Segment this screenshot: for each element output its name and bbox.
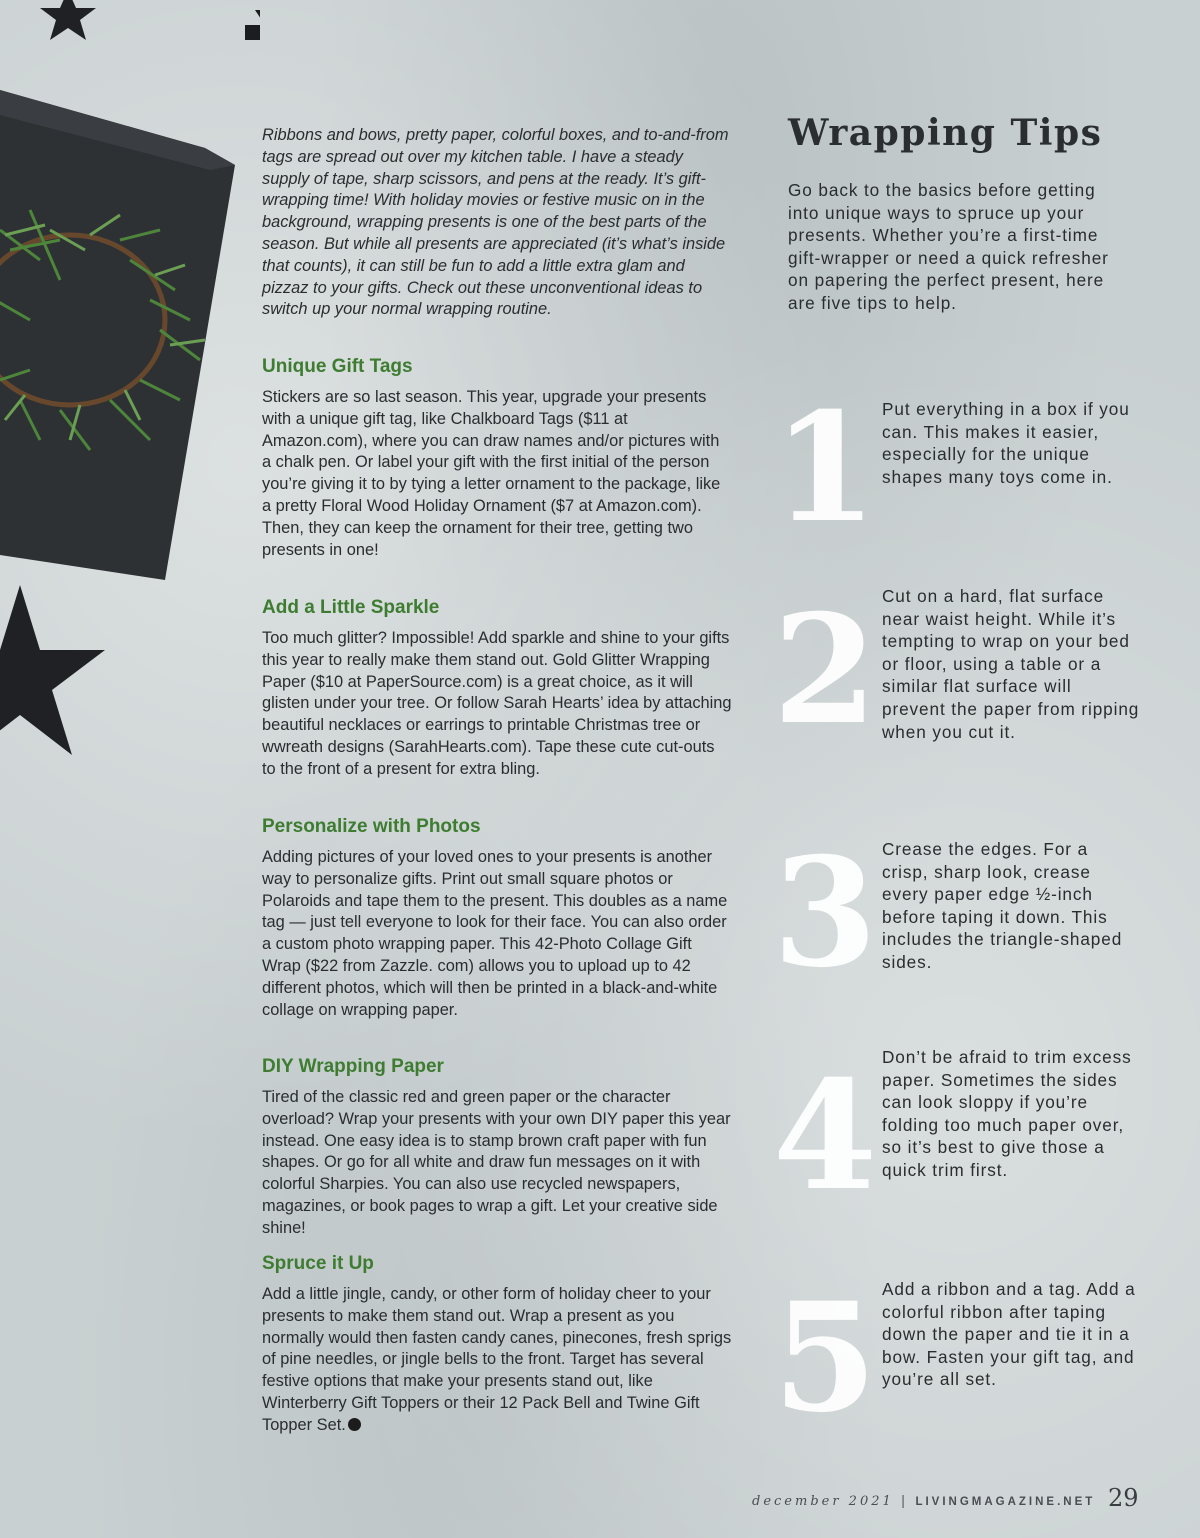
tip-number: 5 bbox=[772, 1270, 878, 1446]
issue-date: december 2021 bbox=[752, 1494, 894, 1509]
section-heading: DIY Wrapping Paper bbox=[262, 1056, 444, 1077]
section-heading: Unique Gift Tags bbox=[262, 356, 413, 377]
felt-star-icon bbox=[40, 0, 96, 40]
footer-separator: | bbox=[900, 1494, 909, 1509]
tip-text: Put everything in a box if you can. This makes it easier, especially for the unique shapes many toys come in. bbox=[882, 399, 1130, 487]
section-spruce-it-up bbox=[262, 1252, 732, 1437]
tip-text: Add a ribbon and a tag. Add a colorful ribbon after taping down the paper and tie it in a bow. Fasten your gift tag, and you’re all set. bbox=[882, 1279, 1136, 1390]
section-unique-gift-tags bbox=[262, 355, 732, 561]
end-mark-icon bbox=[348, 1418, 361, 1431]
felt-tree-icon bbox=[245, 0, 260, 55]
section-body: Adding pictures of your loved ones to your presents is another way to personalize gifts. Print out small square photos or Polaroids and tape them to the present. This doubles as a name tag — just tell everyone to look for their face. You can also order a custom photo wrapping paper. This 42-Photo Collage Gift Wrap ($22 from Zazzle. com) allows you to upload up to 42 different photos, which will then be printed in a black-and-white collage on wrapping paper. bbox=[262, 848, 728, 1019]
section-personalize-with-photos bbox=[262, 815, 732, 1021]
section-body: Add a little jingle, candy, or other form of holiday cheer to your presents to make them stand out. Wrap a present as you normally would then fasten candy canes, pinecones, fresh sprigs of pine needles, or jingle bells to the front. Target has several festive options that make your presents stand out, like Winterberry Gift Toppers or their 12 Pack Bell and Twine Gift Topper Set. bbox=[262, 1285, 732, 1434]
section-heading: Personalize with Photos bbox=[262, 816, 481, 837]
tip-text: Cut on a hard, flat surface near waist height. While it’s tempting to wrap on your bed or floor, using a table or a similar flat surface will prevent the paper from ripping when you cut it. bbox=[882, 586, 1140, 742]
gift-photo-decor bbox=[0, 0, 260, 830]
page-footer bbox=[752, 1494, 1095, 1509]
site-url: LIVINGMAGAZINE.NET bbox=[915, 1496, 1096, 1508]
section-body: Tired of the classic red and green paper or the character overload? Wrap your presents with your own DIY paper this year instead. One easy idea is to stamp brown craft paper with fun shapes. Or go for all white and draw fun messages on it with colorful Sharpies. You can also use recycled newspapers, magazines, or book pages to wrap a gift. Let your creative side shine! bbox=[262, 1088, 731, 1237]
tip-number: 1 bbox=[772, 380, 878, 556]
section-body: Stickers are so last season. This year, upgrade your presents with a unique gift tag, like Chalkboard Tags ($11 at Amazon.com), where you can draw names and/or pictures with a chalk pen. Or label your gift with the first initial of the person you’re giving it to by tying a letter ornament to the package, like a pretty Floral Wood Holiday Ornament ($7 at Amazon.com). Then, they can keep the ornament for their tree, getting two presents in one! bbox=[262, 388, 721, 559]
page-number: 29 bbox=[1108, 1484, 1139, 1512]
wrapping-tips-title: Wrapping Tips bbox=[788, 112, 1103, 154]
tip-text: Don’t be afraid to trim excess paper. Sometimes the sides can look sloppy if you’re folding too much paper over, so it’s best to give those a quick trim first. bbox=[882, 1047, 1132, 1180]
section-diy-wrapping-paper bbox=[262, 1055, 732, 1240]
section-heading: Add a Little Sparkle bbox=[262, 597, 440, 618]
felt-star-icon bbox=[0, 585, 105, 755]
wrapping-tips-intro: Go back to the basics before getting into unique ways to spruce up your presents. Whether you’re a first-time gift-wrapper or need a quick refresher on papering the perfect present, here are five tips to help. bbox=[788, 180, 1109, 313]
tip-number: 2 bbox=[772, 582, 878, 758]
tip-text: Crease the edges. For a crisp, sharp look, crease every paper edge ½-inch before taping it down. This includes the triangle-shaped sides. bbox=[882, 839, 1123, 972]
section-heading: Spruce it Up bbox=[262, 1253, 374, 1274]
tip-number: 3 bbox=[772, 825, 878, 1001]
section-add-a-little-sparkle bbox=[262, 596, 732, 781]
section-body: Too much glitter? Impossible! Add sparkle and shine to your gifts this year to really make them stand out. Gold Glitter Wrapping Paper ($10 at PaperSource.com) is a great choice, as it will glisten under your tree. Or follow Sarah Hearts’ idea by attaching beautiful necklaces or earrings to printable Christmas tree or wwreath designs (SarahHearts.com). Tape these cute cut-outs to the front of a present for extra bling. bbox=[262, 629, 732, 778]
intro-paragraph: Ribbons and bows, pretty paper, colorful boxes, and to-and-from tags are spread out over my kitchen table. I have a steady supply of tape, sharp scissors, and pens at the ready. It’s gift-wrapping time! With holiday movies or festive music on in the background, wrapping presents is one of the best parts of the season. But while all presents are appreciated (it’s what’s inside that counts), it can still be fun to add a little extra glam and pizzaz to your gifts. Check out these unconventional ideas to switch up your normal wrapping routine. bbox=[262, 126, 729, 319]
tip-number: 4 bbox=[772, 1048, 878, 1224]
